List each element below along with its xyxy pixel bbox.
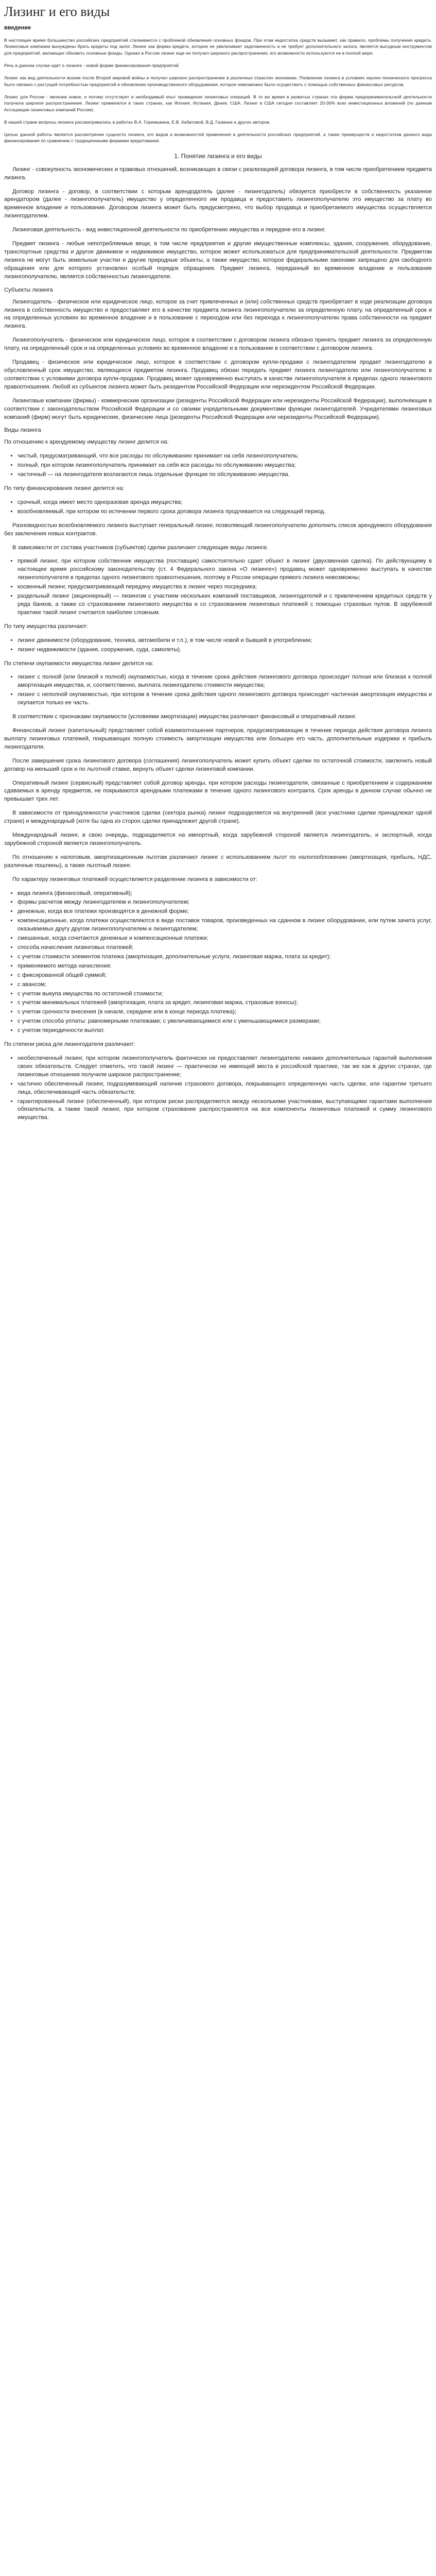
subheading-types: Виды лизинга	[4, 427, 41, 434]
paragraph-by-property-type: По типу имущества различают:	[4, 623, 88, 630]
list-item: • лизинг с неполной окупаемостью, при котором в течение срока действия одного лизингового договора происходит частичная амортизация имущества и окупается только ее часть.	[18, 691, 432, 707]
paragraph-seller: Продавец - физическое или юридическое лицо, которое в соответствии с договором купли-продажи с лизингодателем продает лизингодателю в обусловленный срок имущество, являющееся предметом лизинга. Продавец обязан передать предмет лизинга лизингодателю или лизингополучателю в соответствии с условиями договора купли-продажи. Продавец может одновременно выступать в качестве лизингополучателя в пределах одного лизингового правоотношения. Любой из субъектов лизинга может быть резидентом Российской Федерации или нерезидентом Российской Федерации.	[4, 359, 432, 390]
list-item: • частично обеспеченный лизинг, подразумевающий наличие страхового договора, покрывающего определенную часть сделки, или гарантии третьего лица, обеспечивающей часть обязательств;	[18, 1080, 432, 1097]
list-item: • частичный — на лизингодателя возлагаются лишь отдельные функции по обслуживанию имущества.	[18, 471, 432, 479]
list-item: • с учетом периодичности выплат.	[18, 1027, 432, 1035]
list-item: • с учетом минимальных платежей (амортизация, плата за кредит, лизинговая маржа, страховые взносы);	[18, 999, 432, 1007]
list-item: • чистый, предусматривающий, что все расходы по обслуживанию принимает на себя лизингополучатель;	[18, 452, 432, 461]
list-item: • прямой лизинг, при котором собственник имущества (поставщик) самостоятельно сдает объект в лизинг (двухзвенная сделка). По действующему в настоящее время российскому законодательству (ст. 4 Федерального закона «О лизинге») продавец может одновременно выступать в качестве лизингополучателя в пределах одного лизингового правоотношения, поэтому в России операции прямого лизинга невозможны;	[18, 557, 432, 582]
paragraph-lessor: Лизингодатель - физическое или юридическое лицо, которое за счет привлеченных и (или) собственных средств приобретает в ходе реализации договора лизинга в собственность имущество и предоставляет его в качестве предмета лизинга лизингополучателю за определенную плату, на определенный срок и на определенных условиях во временное владение и в пользование с переходом или без перехода к лизингополучателю права собственности на предмет лизинга.	[4, 298, 432, 330]
list-by-participants	[4, 557, 432, 617]
list-by-property-type	[4, 637, 432, 654]
list-item: • косвенный лизинг, предусматривающий передачу имущества в лизинг через посредника;	[18, 583, 432, 591]
list-item: • с учетом выкупа имущества по остаточной стоимости;	[18, 990, 432, 998]
list-item: • с учетом срочности внесения (в начале, середине или в конце периода платежа);	[18, 1008, 432, 1016]
list-by-financing	[4, 499, 432, 516]
paragraph-by-payments: По характеру лизинговых платежей осуществляется разделение лизинга в зависимости от:	[12, 876, 257, 883]
list-item: • с авансом;	[18, 981, 432, 989]
list-item: • формы расчетов между лизингодателем и лизингополучателем;	[18, 899, 432, 907]
intro-heading: введение	[4, 25, 31, 31]
list-item: • полный, при котором лизингополучатель принимает на себя все расходы по обслуживанию имущества;	[18, 462, 432, 470]
paragraph-by-financing: По типу финансирования лизинг делится на:	[4, 485, 125, 492]
list-item: • компенсационные, когда платежи осуществляются в виде поставок товаров, произведенных на сданном в лизинг оборудовании, или путем зачета услуг, оказываемых другу другом лизингополучателем и лизингодателем;	[18, 917, 432, 934]
paragraph-leasing-activity: Лизинговая деятельность - вид инвестиционной деятельности по приобретению имущества и передаче его в лизинг.	[12, 227, 326, 233]
list-item: • денежные, когда все платежи производятся в денежной форме;	[18, 908, 432, 916]
paragraph-leasing-companies: Лизинговые компании (фирмы) - коммерческие организации (резиденты Российской Федерации или нерезиденты Российской Федерации), выполняющие в соответствии с законодательством Российской Федерации и со своими учредительными документами функции лизингодателей. Учредителями лизинговых компаний (фирм) могут быть юридические, физические лица (резиденты Российской Федерации или нерезиденты Российской Федерации).	[4, 397, 432, 420]
paragraph-leasing-subject: Предмет лизинга - любые непотребляемые вещи, в том числе предприятия и другие имущественные комплексы, здания, сооружения, оборудование, транспортные средства и другое движимое и недвижимое имущество, которое может использоваться для предпринимательской деятельности. Предметом лизинга не могут быть земельные участки и другие природные объекты, а также имущество, которое федеральными законами запрещено для свободного обращения или для которого установлен особый порядок обращения. Предмет лизинга, переданный во временное владение и пользование лизингополучателю, является собственностью лизингодателя.	[4, 241, 432, 280]
list-item: • с фиксированной общей суммой;	[18, 972, 432, 980]
list-item: • применяемого метода начисления:	[18, 962, 432, 971]
intro-paragraph: Целью данной работы является рассмотрение сущности лизинга, его видов и возможностей применения в деятельности российских предприятий, а также преимуществ и недостатков данного вида финансирования по сравнению с традиционными формами кредитования.	[4, 132, 432, 144]
list-item: • смешанные, когда сочетаются денежные и компенсационные платежи;	[18, 935, 432, 943]
subheading-subjects: Субъекты лизинга	[4, 286, 53, 293]
paragraph-tax-benefits: По отношению к налоговым, амортизационным льготам различают лизинг с использованием льгот по налогообложению (амортизация, прибыль, НДС, различные пошлины), а также льготный лизинг.	[4, 854, 432, 869]
list-by-property	[4, 452, 432, 479]
list-item: • возобновляемый, при котором по истечении первого срока договора лизинга продлевается на следующий период.	[18, 508, 432, 516]
list-item: • лизинг с полной (или близкой к полной) окупаемостью, когда в течение срока действия лизингового договора происходит полная или близкая к полной амортизация имущества, и, соответственно, выплата лизингодателю стоимости имущества;	[18, 673, 432, 690]
list-by-payback	[4, 673, 432, 707]
intro-paragraph: Лизинг как вид деятельности возник после Второй мировой войны и получил широкое распространение в различных отраслях экономики. Появление лизинга в условиях научно-технического прогресса было связано с растущей потребностью предприятий в обновлении производственного оборудования, которое невозможно было осуществить с помощью собственных финансовых ресурсов.	[4, 75, 432, 87]
list-item: • способа начисления лизинговых платежей;	[18, 944, 432, 952]
list-item: • необеспеченный лизинг, при котором лизингополучатель фактически не предоставляет лизингодателю никаких дополнительных гарантий выполнения своих обязательств. Следует отметить, что такой лизинг — практически не имеющий места в российской практике, так же как в других странах, где лизинговые отношения получили широкое распространение;	[18, 1055, 432, 1079]
intro-section	[4, 37, 432, 144]
section-title: 1. Понятие лизинга и его виды	[174, 152, 262, 160]
paragraph-by-participants: В зависимости от состава участников (субъектов) сделки различают следующие виды лизинга:	[12, 544, 268, 551]
list-item: • с учетом стоимости элементов платежа (амортизация, дополнительные услуги, лизинговая маржа, плата за кредит);	[18, 953, 432, 961]
document-page	[0, 0, 436, 1143]
paragraph-by-market: В зависимости от принадлежности участников сделки (сектора рынка) лизинг подразделяется на внутренний (все участники сделки принадлежат одной стране) и международный (хотя бы одна из сторон сделки принадлежит другой стране).	[4, 810, 432, 825]
list-item: • раздельный лизинг (акционерный) — лизингом с участием нескольких компаний поставщиков, лизингодателей и с привлечением кредитных средств у ряда банков, а также со страхованием лизингового имущества и со страхованием лизинговых платежей с помощью страховых пулов. В зарубежной практике такой лизинг считается наиболее сложным.	[18, 592, 432, 617]
paragraph-by-risk: По степени риска для лизингодателя различают:	[4, 1041, 135, 1048]
list-item: • с учетом способа уплаты: равномерными платежами; с увеличивающимися или с уменьшающимися размерами;	[18, 1018, 432, 1026]
paragraph-general-leasing: Разновидностью возобновляемого лизинга выступает генеральный лизинг, позволяющий лизингополучателю дополнить список арендуемого оборудования без заключения новых контрактов.	[4, 522, 432, 537]
paragraph-operating-leasing: Оперативный лизинг (сервисный) представляет собой договор аренды, при котором расходы лизингодателя, связанные с приобретением и содержанием сдаваемых в аренду предметов, не покрываются арендными платежами в течение одного лизингового контракта. Срок аренды в данном случае обычно не превышает трех лет.	[4, 779, 432, 803]
intro-paragraph: Лизинг для России - явление новое, и потому отсутствует и необходимый опыт проведения лизинговых операций. В то же время в развитых странах эта форма предпринимательской деятельности получила широкое распространение. Лизинг применялся в таких странах, как Япония, Испания, Дания, США. Лизинг в США сегодня составляет 20-30% всех инвестиционных вложений (по данным Ассоциации лизинговых компаний России).	[4, 94, 432, 112]
list-item: • вида лизинга (финансовый, оперативный);	[18, 890, 432, 898]
list-item: • гарантированный лизинг (обеспеченный), при котором риски распределяются между несколькими участниками, выступающими гарантами выполнения обязательств, а также такой лизинг, при котором страхование распространяется на все компоненты лизинговых платежей и сумму лизингового имущества.	[18, 1098, 432, 1123]
paragraph-definition-leasing: Лизинг - совокупность экономических и правовых отношений, возникающих в связи с реализацией договора лизинга, в том числе приобретением предмета лизинга.	[4, 166, 432, 181]
paragraph-after-contract: После завершения срока лизингового договора (соглашения) лизингополучатель может купить объект сделки по остаточной стоимости, заключить новый договор на меньший срок и по льготной ставке, вернуть объект сделки лизинговой компании.	[4, 757, 432, 772]
list-by-payments	[4, 890, 432, 1036]
paragraph-by-payback: По степени окупаемости имущества лизинг делится на:	[4, 660, 154, 667]
paragraph-financial-operating: В соответствии с признаками окупаемости (условиями амортизации) имущества различают финансовый и оперативный лизинг.	[12, 714, 357, 720]
list-item: • срочный, когда имеет место одноразовая аренда имущества;	[18, 499, 432, 507]
paragraph-financial-leasing: Финансовый лизинг (капитальный) представляет собой взаимоотношения партнеров, предусматривающие в течение периода действия договора лизинга выплату лизинговых платежей, покрывающих полную стоимость амортизации имущества или большую его часть, дополнительные издержки и прибыль лизингодателя.	[4, 727, 432, 750]
body-section	[4, 166, 432, 1122]
intro-paragraph: Речь в данном случае идет о лизинге - новой форме финансирования предприятий.	[4, 62, 180, 68]
list-by-risk	[4, 1055, 432, 1122]
page-title: Лизинг и его виды	[4, 4, 110, 19]
intro-paragraph: В нашей стране вопросы лизинга рассматривались в работах В.А. Горемыкина, Е.В. Кабатовой, В.Д. Газмана и других авторов.	[4, 119, 271, 125]
intro-paragraph: В настоящее время большинство российских предприятий сталкивается с проблемой обновления основных фондов. При этом недостатка средств вызывает, как правило, проблемы получения кредита. Лизинговые компании вынуждены брать кредиты под залог. Лизинг как форма кредита, которое не увеличивает задолженность и не требует дополнительного залога, является выгодным инструментом для предприятий, желающих обновить основные фонды. Однако в России лизинг еще не получил широкого распространения, его возможности используются не в полной мере.	[4, 38, 432, 56]
paragraph-lessee: Лизингополучатель - физическое или юридическое лицо, которое в соответствии с договором лизинга обязано принять предмет лизинга за определенную плату, на определенный срок и на определенных условиях во временное владение и в пользование в соответствии с договором лизинга.	[4, 337, 432, 352]
paragraph-by-property: По отношению к арендуемому имуществу лизинг делится на:	[4, 439, 169, 446]
paragraph-international: Международный лизинг, в свою очередь, подразделяется на импортный, когда зарубежной стороной является лизингодатель, и экспортный, когда зарубежной стороной является лизингополучатель.	[4, 832, 432, 846]
paragraph-leasing-contract: Договор лизинга - договор, в соответствии с которым арендодатель (далее - лизингодатель) обязуется приобрести в собственность указанное арендатором (далее - лизингополучатель) имущество у определенного им продавца и предоставить лизингополучателю это имущество за плату во временное владение и пользование. Договором лизинга может быть предусмотрено, что выбор продавца и приобретаемого имущества осуществляется лизингодателем.	[4, 188, 432, 219]
list-item: • лизинг движимости (оборудование, техника, автомобили и т.п.), в том числе новой и бывшей в употреблении;	[18, 637, 432, 645]
list-item: • лизинг недвижимости (здания, сооружения, суда, самолеты).	[18, 646, 432, 654]
